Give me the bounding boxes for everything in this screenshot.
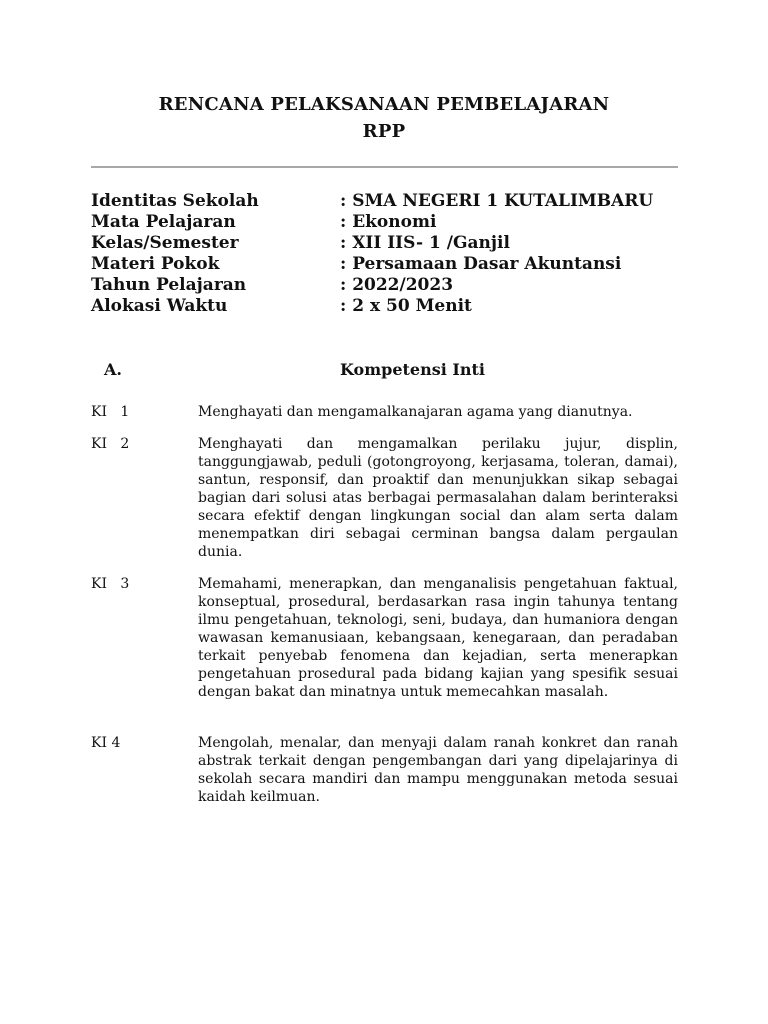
competency-text: Memahami, menerapkan, dan menganalisis pengetahuan faktual, konseptual, prosedural, berdasarkan rasa ingin tahunya tentang ilmu pengetahuan, teknologi, seni, budaya, dan humaniora dengan wawasan kemanusiaan, kebangsaan, kenegaraan, dan peradaban terkait penyebab fenomena dan kejadian, serta menerapkan pengetahuan prosedural pada bidang kajian yang spesifik sesuai dengan bakat dan minatnya untuk memecahkan masalah. <box>198 576 678 700</box>
identity-row-topic <box>91 254 691 275</box>
identity-row-time <box>91 296 691 317</box>
section-title: Kompetensi Inti <box>340 360 485 379</box>
competency-text: Menghayati dan mengamalkan perilaku jujur, displin, tanggungjawab, peduli (gotongroyong, kerjasama, toleran, damai), santun, responsif, dan proaktif dan menunjukkan sikap sebagai bagian dari solusi atas berbagai permasalahan dalam berinteraksi secara efektif dengan lingkungan social dan alam serta dalam menempatkan diri sebagai cerminan bangsa dalam pergaulan dunia. <box>198 436 678 560</box>
identity-label: Kelas/Semester <box>91 233 239 253</box>
competency-code: KI 4 <box>91 735 121 751</box>
identity-label: Tahun Pelajaran <box>91 275 247 295</box>
competency-code: KI 3 <box>91 576 130 592</box>
identity-row-year <box>91 275 691 296</box>
divider-line <box>91 166 678 168</box>
identity-value: : XII IIS- 1 /Ganjil <box>340 233 510 253</box>
identity-row-subject <box>91 212 691 233</box>
identity-label: Identitas Sekolah <box>91 191 259 211</box>
competency-text: Menghayati dan mengamalkanajaran agama yang dianutnya. <box>198 404 633 420</box>
identity-label: Mata Pelajaran <box>91 212 236 232</box>
identity-row-class <box>91 233 691 254</box>
document-title: RENCANA PELAKSANAAN PEMBELAJARAN <box>158 94 610 115</box>
section-letter: A. <box>104 360 122 379</box>
identity-table <box>91 191 691 317</box>
identity-value: : 2 x 50 Menit <box>340 296 472 316</box>
identity-value: : SMA NEGERI 1 KUTALIMBARU <box>340 191 654 211</box>
identity-label: Alokasi Waktu <box>91 296 228 316</box>
competency-code: KI 2 <box>91 436 130 452</box>
identity-label: Materi Pokok <box>91 254 220 274</box>
competency-text: Mengolah, menalar, dan menyaji dalam ranah konkret dan ranah abstrak terkait dengan pengembangan dari yang dipelajarinya di sekolah secara mandiri dan mampu menggunakan metoda sesuai kaidah keilmuan. <box>198 735 678 805</box>
identity-value: : Ekonomi <box>340 212 437 232</box>
identity-value: : Persamaan Dasar Akuntansi <box>340 254 622 274</box>
document-subtitle: RPP <box>362 121 406 142</box>
identity-row-school <box>91 191 691 212</box>
competency-code: KI 1 <box>91 404 130 420</box>
identity-value: : 2022/2023 <box>340 275 454 295</box>
